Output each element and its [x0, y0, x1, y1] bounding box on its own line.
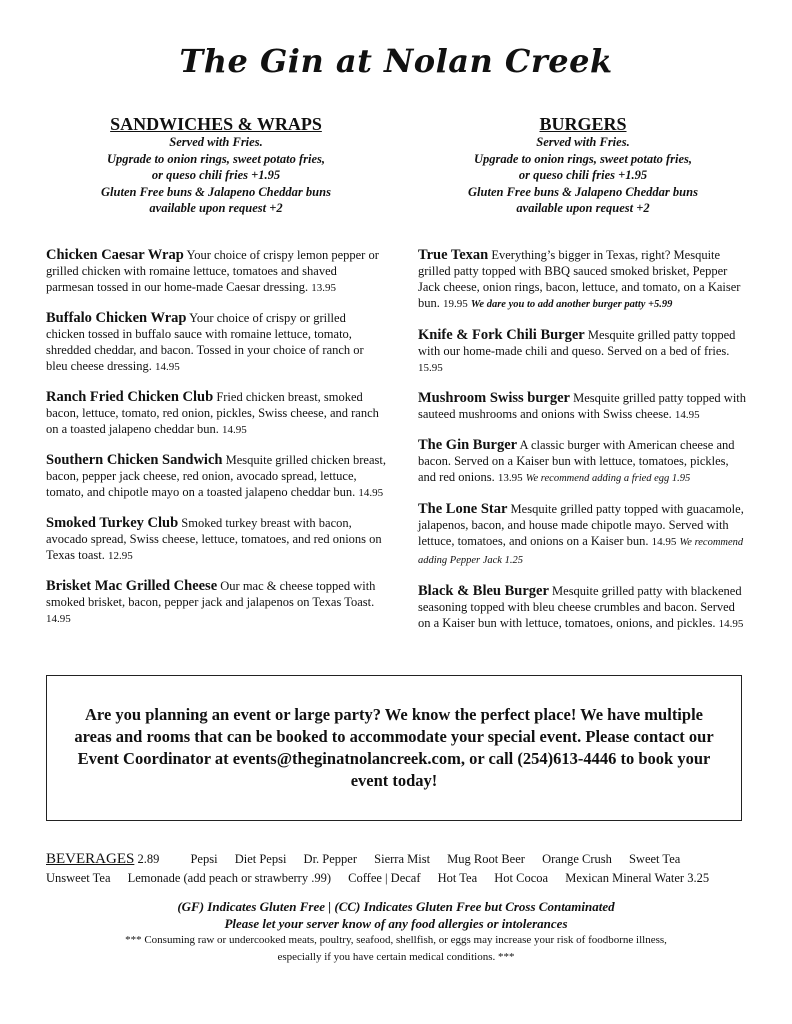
burgers-note-4: Gluten Free buns & Jalapeno Cheddar buns	[468, 184, 698, 199]
beverage-item: Orange Crush	[542, 852, 612, 866]
sandwiches-section	[46, 114, 386, 641]
item-price: 13.95	[497, 471, 523, 484]
menu-item	[46, 452, 386, 501]
item-desc: Smoked turkey breast with bacon, avocado spread, Swiss cheese, lettuce, tomatoes, and red onions on Texas toast.	[46, 515, 382, 562]
burgers-header	[418, 114, 748, 217]
item-price: 14.95	[155, 360, 180, 373]
beverage-item: Hot Tea	[437, 871, 478, 885]
menu-item	[46, 515, 386, 564]
menu-item	[418, 247, 748, 313]
item-price: 12.95	[107, 549, 133, 562]
item-name: Chicken Caesar Wrap	[46, 246, 184, 263]
beverages-price: 2.89	[137, 852, 160, 866]
beverage-item: Pepsi	[190, 852, 218, 866]
item-recommendation: We recommend adding Pepper Jack 1.25	[418, 536, 744, 566]
item-name: Ranch Fried Chicken Club	[46, 388, 214, 405]
burgers-note-2: Upgrade to onion rings, sweet potato fries,	[473, 151, 693, 166]
beverage-item: Coffee | Decaf	[348, 871, 421, 885]
burgers-note-1: Served with Fries.	[536, 135, 630, 149]
menu-item	[418, 327, 748, 376]
consumption-warning-2: especially if you have certain medical conditions. ***	[277, 951, 515, 963]
beverage-item: Diet Pepsi	[234, 852, 287, 866]
burgers-section	[418, 114, 748, 646]
item-recommendation: We dare you to add another burger patty +5.99	[470, 298, 673, 310]
beverages-line-1	[46, 850, 746, 869]
item-price: 14.95	[674, 408, 700, 421]
item-desc: Mesquite grilled patty topped with sauteed mushrooms and onions with Swiss cheese.	[418, 390, 747, 421]
beverage-item: Dr. Pepper	[303, 852, 358, 866]
item-desc: Mesquite grilled patty with blackened seasoning topped with bleu cheese crumbles and bacon. Served on a Kaiser bun with lettuce, tomatoes, onions, and pickles.	[418, 583, 742, 630]
item-desc: Fried chicken breast, smoked bacon, lettuce, tomato, red onion, pickles, Swiss cheese, and ranch on a toasted jalapeno cheddar bun.	[46, 389, 379, 436]
menu-item	[418, 437, 748, 487]
sandwiches-header	[46, 114, 386, 217]
menu-item	[46, 389, 386, 438]
burgers-note-5: available upon request +2	[516, 201, 650, 215]
burgers-note-3: or queso chili fries +1.95	[518, 168, 648, 182]
burgers-list	[418, 247, 748, 632]
item-price: 14.95	[651, 535, 677, 548]
sandwiches-list	[46, 247, 386, 627]
menu-item	[418, 501, 748, 569]
item-price: 14.95	[358, 486, 384, 499]
event-text: Are you planning an event or large party? We know the perfect place! We have multiple areas and rooms that can be booked to accommodate your special event. Please contact our Event Coordinator at events@theginatnolancreek.com, or call (254)613-4446 to book your event today!	[74, 705, 714, 790]
item-desc: Your choice of crispy lemon pepper or grilled chicken with romaine lettuce, tomatoes and shaved parmesan tossed in our home-made Caesar dressing.	[46, 247, 379, 294]
consumption-warning-1: *** Consuming raw or undercooked meats, poultry, seafood, shellfish, or eggs may increase your risk of foodborne illness,	[125, 934, 667, 946]
item-name: Buffalo Chicken Wrap	[46, 309, 187, 326]
gluten-free-note: (GF) Indicates Gluten Free | (CC) Indicates Gluten Free but Cross Contaminated	[177, 899, 615, 914]
beverage-item: Hot Cocoa	[494, 871, 549, 885]
beverages-label: BEVERAGES	[46, 851, 135, 867]
sandwiches-note-1: Served with Fries.	[169, 135, 263, 149]
item-name: The Lone Star	[418, 500, 508, 517]
beverage-item: Sierra Mist	[374, 852, 431, 866]
beverage-item: Lemonade (add peach or strawberry .99)	[127, 871, 332, 885]
menu-item	[46, 310, 386, 375]
beverages-line-2	[46, 869, 746, 888]
item-name: Brisket Mac Grilled Cheese	[46, 577, 218, 594]
sandwiches-note-4: Gluten Free buns & Jalapeno Cheddar buns	[101, 184, 331, 199]
item-name: Southern Chicken Sandwich	[46, 451, 223, 468]
beverage-item: Sweet Tea	[628, 852, 681, 866]
item-price: 14.95	[221, 423, 247, 436]
item-name: Black & Bleu Burger	[418, 582, 549, 599]
item-desc: Mesquite grilled patty topped with our home-made chili and queso. Served on a bed of fries.	[418, 327, 736, 358]
item-desc: Everything’s bigger in Texas, right? Mesquite grilled patty topped with BBQ sauced smoked brisket, Pepper Jack cheese, onion rings, bacon, lettuce, and tomato, on a Kaiser bun.	[418, 247, 741, 310]
sandwiches-note-2: Upgrade to onion rings, sweet potato fries,	[106, 151, 326, 166]
item-name: Knife & Fork Chili Burger	[418, 326, 585, 343]
menu-item	[46, 578, 386, 627]
burgers-heading: BURGERS	[539, 114, 627, 134]
restaurant-title: The Gin at Nolan Creek	[179, 42, 613, 80]
item-desc: Mesquite grilled chicken breast, bacon, pepper jack cheese, red onion, avocado spread, lettuce, tomato, and chipotle mayo on a toasted jalapeno cheddar bun.	[46, 452, 386, 499]
item-desc: Mesquite grilled patty topped with guacamole, jalapenos, bacon, and house made chipotle mayo. Served with lettuce, tomatoes, and onions on a Kaiser bun.	[418, 501, 744, 548]
item-price: 15.95	[418, 361, 443, 374]
beverage-item: Unsweet Tea	[46, 871, 111, 885]
item-desc: Your choice of crispy or grilled chicken tossed in buffalo sauce with romaine lettuce, tomato, shredded cheddar, and bacon. Tossed in your choice of ranch or bleu cheese dressing.	[46, 310, 364, 373]
item-name: The Gin Burger	[418, 436, 518, 453]
item-desc: A classic burger with American cheese and bacon. Served on a Kaiser bun with lettuce, tomatoes, pickles, and red onions.	[418, 437, 735, 484]
allergy-note: Please let your server know of any food allergies or intolerances	[224, 916, 568, 931]
beverage-item: Mexican Mineral Water 3.25	[565, 871, 710, 885]
item-name: True Texan	[418, 246, 489, 263]
item-price: 14.95	[46, 612, 71, 625]
beverages-section	[46, 850, 746, 888]
item-price: 14.95	[718, 617, 744, 630]
item-price: 19.95	[443, 297, 468, 310]
footer-notes	[46, 898, 746, 966]
sandwiches-note-5: available upon request +2	[149, 201, 283, 215]
menu-item	[46, 247, 386, 296]
sandwiches-heading: SANDWICHES & WRAPS	[110, 114, 322, 134]
item-name: Smoked Turkey Club	[46, 514, 179, 531]
item-name: Mushroom Swiss burger	[418, 389, 570, 406]
menu-item	[418, 583, 748, 632]
event-callout-box	[46, 675, 742, 821]
menu-item	[418, 390, 748, 423]
item-desc: Our mac & cheese topped with smoked brisket, bacon, pepper jack and jalapenos on Texas Toast.	[46, 578, 376, 609]
item-recommendation: We recommend adding a fried egg 1.95	[525, 472, 691, 484]
sandwiches-note-3: or queso chili fries +1.95	[151, 168, 281, 182]
beverage-item: Mug Root Beer	[447, 852, 525, 866]
item-price: 13.95	[311, 281, 336, 294]
